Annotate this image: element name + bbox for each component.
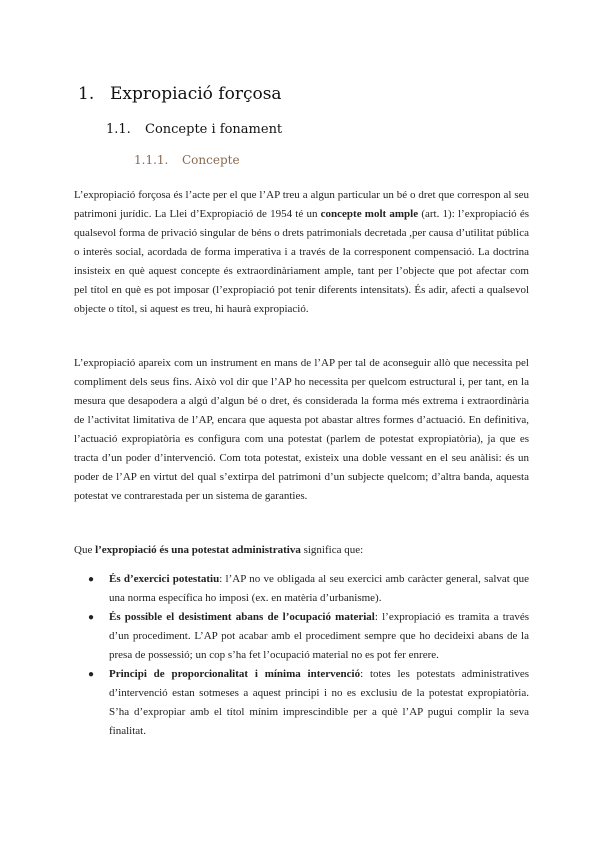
- list-item: [74, 570, 529, 608]
- heading-2-number: 1.1.: [106, 122, 131, 137]
- list-item-text: : l’expropiació es tramita a través d’un procediment. L’AP pot acabar amb el procediment sempre que ho decideixi abans de la presa de possessió; un cop s’ha fet l’ocupació material no es pot fer enrere.: [109, 611, 529, 661]
- paragraph-text: (art. 1): l’expropiació és qualsevol forma de privació singular de béns o drets patrimonials decretada ,per causa d’utilitat pública o interès social, acordada de forma imperativa i a través de la corresponent compensació. La doctrina insisteix en què aquest concepte és extraordinàriament ample, tant per l’objecte que pot afectar com pel títol en què es pot imposar (l’expropiació pot tenir diferents intensitats). És adir, afecti a qualsevol objecte o títol, si aquest es treu, hi haurà expropiació.: [74, 208, 529, 315]
- heading-1-number: 1.: [78, 84, 95, 104]
- heading-1-title: Expropiació forçosa: [110, 84, 282, 104]
- bullet-icon: ●: [88, 574, 95, 585]
- bullet-list: [74, 570, 529, 741]
- list-item: [74, 665, 529, 741]
- paragraph-text: L’expropiació forçosa és l’acte per el que l’AP treu a algun particular un bé o dret que correspon al seu patrimoni jurídic. La Llei d’Expropiació de 1954 té un: [74, 189, 529, 220]
- heading-2: [106, 122, 282, 137]
- bullet-icon: ●: [88, 669, 95, 680]
- heading-1: [78, 84, 282, 104]
- paragraph-potestat-intro: [74, 541, 529, 560]
- paragraph-text: Que: [74, 544, 96, 556]
- list-item-bold: És d’exercici potestatiu: [109, 573, 220, 585]
- list-item-bold: És possible el desistiment abans de l’ocupació material: [109, 611, 375, 623]
- list-item-text: : l’AP no ve obligada al seu exercici amb caràcter general, salvat que una norma específica ho imposi (ex. en matèria d’urbanisme).: [109, 573, 529, 604]
- heading-3-number: 1.1.1.: [134, 153, 169, 167]
- paragraph-definition: [74, 186, 529, 319]
- heading-3: [134, 153, 240, 167]
- list-item: [74, 608, 529, 665]
- paragraph-bold-text: l’expropiació és una potestat administrativa: [95, 544, 301, 556]
- heading-2-title: Concepte i fonament: [145, 122, 283, 137]
- paragraph-text: significa que:: [300, 544, 364, 556]
- heading-3-title: Concepte: [182, 153, 240, 167]
- paragraph-bold-text: concepte molt ample: [320, 208, 419, 220]
- bullet-icon: ●: [88, 612, 95, 623]
- list-item-bold: Principi de proporcionalitat i mínima intervenció: [109, 668, 361, 680]
- list-item-text: : totes les potestats administratives d’intervenció estan sotmeses a aquest principi i no es exclusiu de la potestat expropiatòria. S’ha d’expropiar amb el títol mínim imprescindible per a què l’AP pugui complir la seva finalitat.: [109, 668, 530, 737]
- paragraph-instrument: L’expropiació apareix com un instrument en mans de l’AP per tal de aconseguir allò que necessita pel compliment dels seus fins. Això vol dir que l’AP ho necessita per quelcom estructural i, per tant, en la mesura que desapodera a algú d’algun bé o dret, és considerada la forma més extrema i extraordinària de l’activitat limitativa de l’AP, encara que aquesta pot abastar altres formes d’actuació. En definitiva, l’actuació expropiatòria es configura com una potestat (parlem de potestat expropiatòria), ja que es tracta d’un poder d’intervenció. Com tota potestat, existeix una doble vessant en el seu anàlisi: és un poder de l’AP en virtut del qual s’extirpa del patrimoni d’un subjecte quelcom; d’altra banda, aquesta potestat ve contrarestada per un sistema de garanties.: [74, 357, 529, 502]
